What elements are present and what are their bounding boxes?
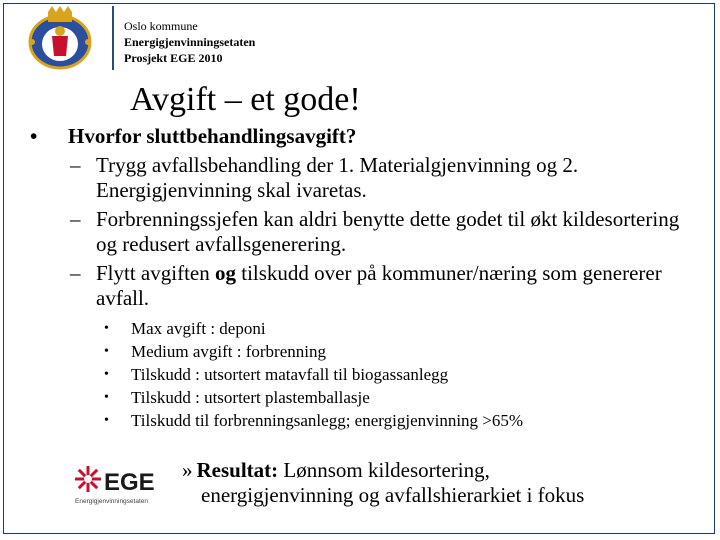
project-name: Prosjekt EGE 2010 <box>124 51 223 65</box>
result-label: Resultat: <box>196 458 279 482</box>
sub-bullet-text-part: tilskudd over på kommuner/næring som genererer avfall. <box>96 261 662 310</box>
bullet-dot-icon: • <box>104 413 109 428</box>
sub-bullet-emphasis: og <box>215 261 236 285</box>
oslo-crest-icon <box>18 6 102 74</box>
sub-bullet-text: Trygg avfallsbehandling der 1. Materialgjenvinning og 2. Energigjenvinning skal ivaretas. <box>96 153 579 202</box>
list-item <box>30 409 700 432</box>
list-item-text: Tilskudd : utsortert plastemballasje <box>131 388 370 407</box>
main-bullet <box>30 124 700 149</box>
list-item <box>30 317 700 340</box>
bullet-dot-icon: • <box>30 124 38 148</box>
dash-icon: – <box>70 207 81 231</box>
bullet-dot-icon: • <box>104 390 109 405</box>
agency-name: Energigjenvinningsetaten <box>124 35 256 49</box>
bullet-dot-icon: • <box>104 321 109 336</box>
sub-bullet-text-part: Flytt avgiften <box>96 261 215 285</box>
list-item-text: Max avgift : deponi <box>131 319 266 338</box>
list-item-text: Medium avgift : forbrenning <box>131 342 326 361</box>
header-divider <box>112 6 114 70</box>
main-bullet-text: Hvorfor sluttbehandlingsavgift? <box>68 124 357 148</box>
dash-icon: – <box>70 261 81 285</box>
sub-bullet-text: Forbrenningssjefen kan aldri benytte dette godet til økt kildesortering og redusert avfallsgenerering. <box>96 207 680 256</box>
ege-logo-subtext: Energigjenvinningsetaten <box>75 498 148 505</box>
ege-logo-text: EGE <box>104 469 155 496</box>
ege-logo <box>74 462 184 506</box>
slide-content <box>30 124 700 432</box>
result-line-2: energigjenvinning og avfallshierarkiet i fokus <box>201 483 585 507</box>
org-name: Oslo kommune <box>124 19 198 33</box>
result-text: Lønnsom kildesortering, <box>278 458 490 482</box>
slide-title: Avgift – et gode! <box>130 81 361 118</box>
small-bullet-list <box>30 317 700 432</box>
dash-icon: – <box>70 153 81 177</box>
header-text <box>124 18 255 66</box>
list-item <box>30 386 700 409</box>
bullet-dot-icon: • <box>104 344 109 359</box>
sub-bullet-text <box>96 261 662 310</box>
slide-header <box>0 0 720 80</box>
result-statement <box>182 458 584 508</box>
list-item-text: Tilskudd til forbrenningsanlegg; energigjenvinning >65% <box>131 411 524 430</box>
list-item <box>30 363 700 386</box>
arrow-icon: » <box>182 458 193 482</box>
list-item-text: Tilskudd : utsortert matavfall til biogassanlegg <box>131 365 449 384</box>
result-line-1 <box>182 458 584 483</box>
sub-bullet <box>30 153 700 203</box>
sub-bullet <box>30 207 700 257</box>
list-item <box>30 340 700 363</box>
bullet-dot-icon: • <box>104 367 109 382</box>
sub-bullet <box>30 261 700 311</box>
